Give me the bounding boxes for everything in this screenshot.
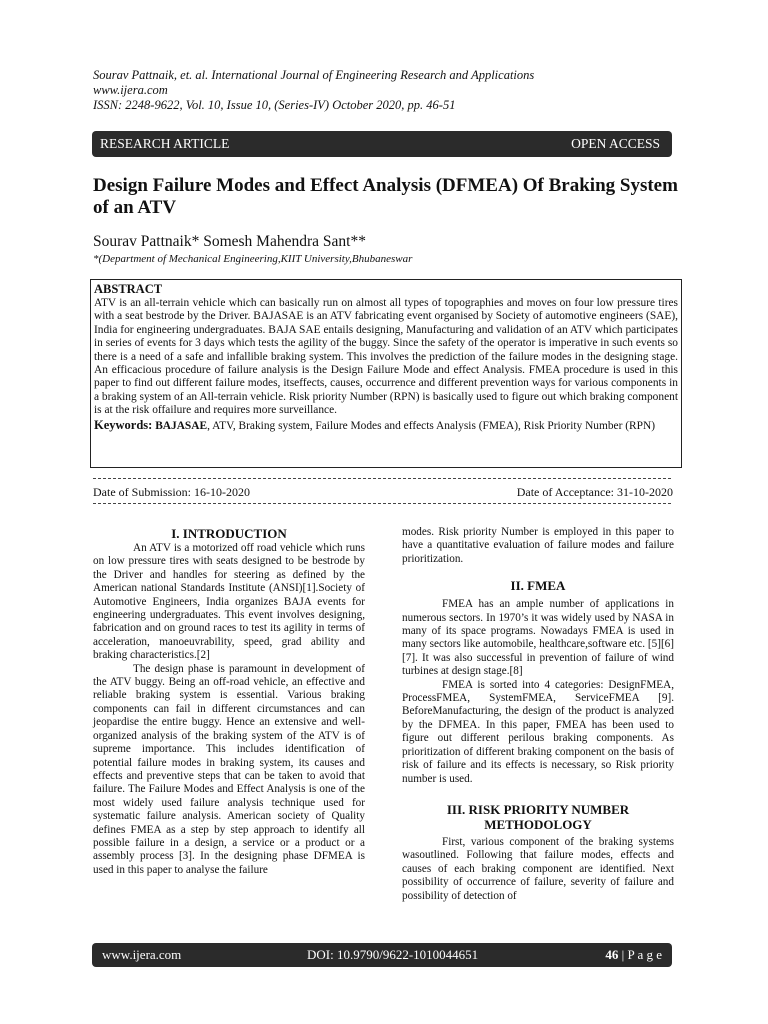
intro-paragraph-1: An ATV is a motorized off road vehicle which runs on low pressure tires with seats designed to be bestrode by the Driver and handles for steering as defined by the American national Standards Institute (ANSI)[1].Society of Automotive Engineers, India organizes BAJA events for engineering undergraduates. This event involves designing, fabrication and on ground races to test its agility in terms of acceleration, manoeuvrability, speed, grad ability and braking characteristics.[2]	[93, 542, 365, 662]
acceptance-date: Date of Acceptance: 31-10-2020	[516, 485, 673, 499]
section-heading-introduction: I. INTRODUCTION	[171, 526, 287, 541]
section-heading-rpn-line2: METHODOLOGY	[484, 816, 592, 832]
authors: Sourav Pattnaik* Somesh Mahendra Sant**	[93, 233, 366, 250]
website-line[interactable]: www.ijera.com	[93, 83, 168, 97]
keywords-rest: , ATV, Braking system, Failure Modes and effects Analysis (FMEA), Risk Priority Number (RPN)	[207, 419, 655, 432]
page-number	[605, 947, 662, 963]
citation-line: Sourav Pattnaik, et. al. International Journal of Engineering Research and Applications	[93, 68, 535, 82]
page-label: | P a g e	[618, 947, 662, 962]
open-access-label: OPEN ACCESS	[571, 136, 660, 151]
intro-paragraph-2: The design phase is paramount in development of the ATV buggy. Being an off-road vehicle, an effective and reliable braking system is essential. Various braking components can fail in different circumstances and can jeopardise the entire buggy. Hence an extensive and well-organized analysis of the braking system of the ATV is of supreme importance. This includes identification of potential failure modes in braking system, its causes and effects and preventive steps that can be taken to avoid that failure. The Failure Modes and Effect Analysis is one of the most widely used failure analysis technique used for systematic failure analysis. American society of Quality defines FMEA as a step by step approach to identify all possible failure in a design, a service or a product or a assembly process [3]. In the designing phase DFMEA is used in this paper to analyse the failure	[93, 662, 365, 876]
affiliation: *(Department of Mechanical Engineering,KIIT University,Bhubaneswar	[93, 253, 413, 265]
left-column	[93, 526, 365, 877]
section-heading-rpn	[402, 802, 674, 832]
keyword-first: BAJASAE	[155, 419, 208, 432]
article-type-label: RESEARCH ARTICLE	[100, 136, 230, 151]
section-heading-fmea: II. FMEA	[510, 578, 566, 594]
issn-line: ISSN: 2248-9622, Vol. 10, Issue 10, (Series-IV) October 2020, pp. 46-51	[93, 98, 456, 112]
fmea-paragraph-2: FMEA is sorted into 4 categories: DesignFMEA, ProcessFMEA, SystemFMEA, ServiceFMEA [9]. BeforeManufacturing, the design of the product is analyzed by the DFMEA. In this paper, FMEA has been used to figure out different perilous braking components. As prioritization of different braking component on the basis of risk of failure and its effects is necessary, so Risk priority number is used.	[402, 678, 674, 785]
rpn-paragraph: First, various component of the braking systems wasoutlined. Following that failure modes, effects and causes of each braking component are identified. Next possibility of occurrence of failure, severity of failure and possibility of detection of	[402, 835, 674, 902]
submission-date: Date of Submission: 16-10-2020	[93, 485, 250, 499]
keywords	[94, 419, 678, 433]
section-heading-rpn-line1: III. RISK PRIORITY NUMBER	[446, 801, 630, 817]
dates-row	[93, 485, 673, 500]
keywords-label: Keywords:	[94, 417, 153, 432]
abstract-text: ATV is an all-terrain vehicle which can basically run on almost all types of topographies and moves on four low pressure tires with a seat bestrode by the Driver. BAJASAE is an ATV fabricating event organised by Society of automotive engineers (SAE), India for engineering undergraduates. BAJA SAE entails designing, Manufacturing and validation of an ATV which participates in series of events for 3 days which tests the agility of the buggy. Since the safety of the operator is imperative in such events so there is a need of a safe and infallible braking system. This involves the prediction of the failure modes in the designing stage. An efficacious procedure of failure analysis is the Design Failure Mode and effect Analysis. FMEA procedure is used in this paper to find out different failure modes, itseffects, causes, occurrence and different prevention ways for various components in a braking system of an All-terrain vehicle. Risk priority Number (RPN) is basically used to figure out which braking component is at the risk offailure and requires more surveillance.	[94, 297, 678, 417]
fmea-paragraph-1: FMEA has an ample number of applications in numerous sectors. In 1970’s it was widely used by NASA in many of its space programs. Nowadays FMEA is used in many sectors like automobile, healthcare,software etc. [5][6][7]. It was also successful in prevention of failure of wind turbines at design stage.[8]	[402, 598, 674, 678]
right-column	[402, 526, 674, 903]
divider-top	[93, 478, 671, 479]
divider-bottom	[93, 503, 671, 504]
abstract-heading: ABSTRACT	[94, 282, 163, 296]
continued-paragraph: modes. Risk priority Number is employed in this paper to have a quantitative evaluation of failure modes and failure prioritization.	[402, 526, 674, 565]
article-type-bar	[92, 131, 672, 157]
page-number-value: 46	[605, 947, 619, 962]
footer-bar	[92, 943, 672, 967]
footer-website[interactable]: www.ijera.com	[102, 947, 182, 962]
paper-title: Design Failure Modes and Effect Analysis (DFMEA) Of Braking System of an ATV	[93, 175, 678, 218]
abstract-box	[90, 279, 682, 468]
journal-header	[93, 68, 693, 113]
footer-doi[interactable]: DOI: 10.9790/9622-1010044651	[307, 947, 479, 962]
